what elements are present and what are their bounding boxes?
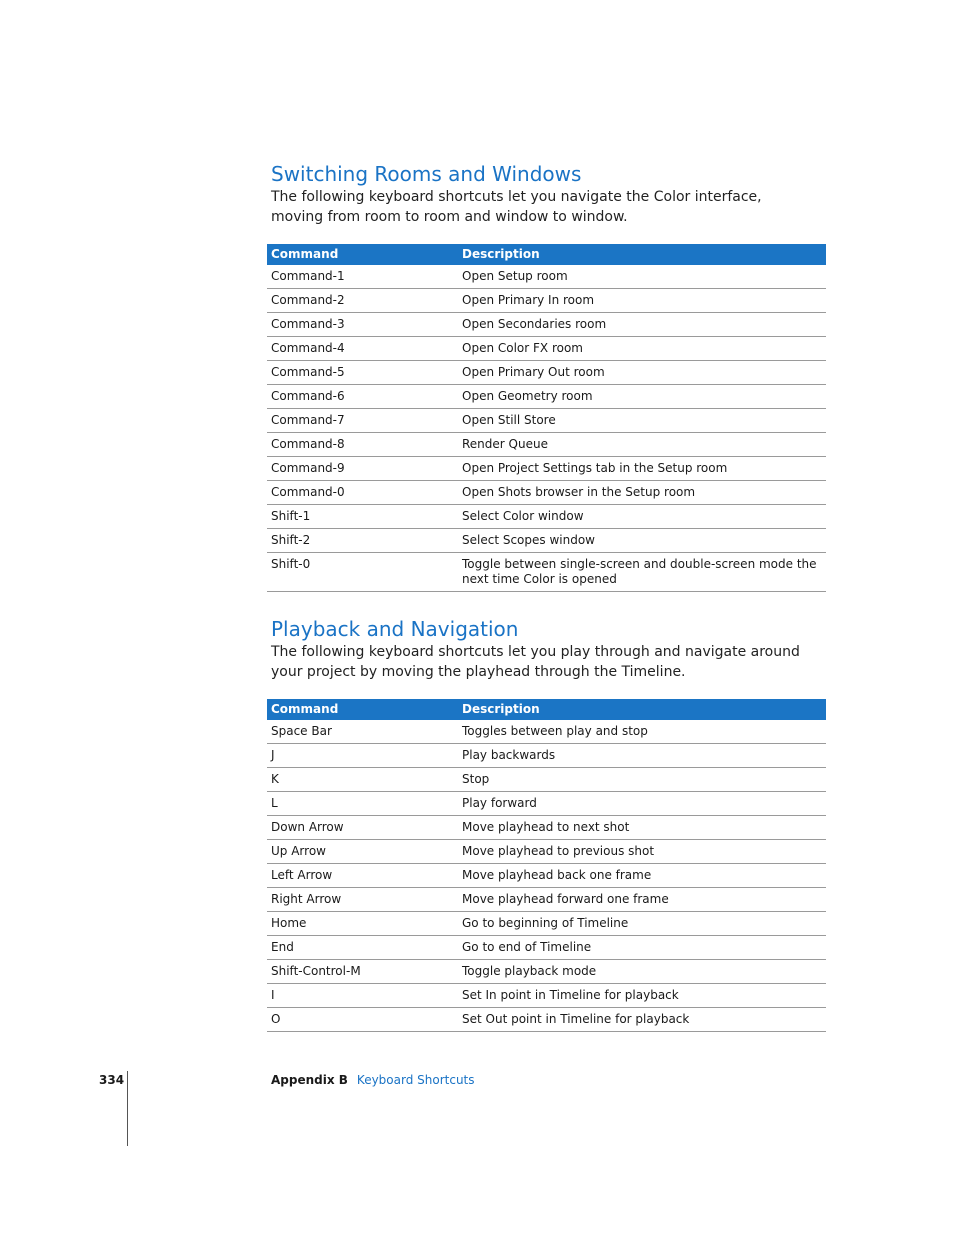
description-cell: Move playhead forward one frame bbox=[454, 888, 826, 912]
command-cell: Space Bar bbox=[267, 720, 454, 744]
description-cell: Toggle playback mode bbox=[454, 960, 826, 984]
table-row bbox=[267, 457, 826, 481]
command-cell: Up Arrow bbox=[267, 840, 454, 864]
table-row bbox=[267, 409, 826, 433]
description-cell: Move playhead to next shot bbox=[454, 816, 826, 840]
table-row bbox=[267, 744, 826, 768]
command-cell: Command-6 bbox=[267, 385, 454, 409]
command-cell: Home bbox=[267, 912, 454, 936]
command-cell: Right Arrow bbox=[267, 888, 454, 912]
description-cell: Play forward bbox=[454, 792, 826, 816]
description-cell: Open Secondaries room bbox=[454, 313, 826, 337]
command-cell: J bbox=[267, 744, 454, 768]
description-cell: Play backwards bbox=[454, 744, 826, 768]
description-cell: Open Color FX room bbox=[454, 337, 826, 361]
table-header-row bbox=[267, 244, 826, 265]
description-cell: Open Setup room bbox=[454, 265, 826, 289]
column-header-description: Description bbox=[454, 244, 826, 265]
description-cell: Select Scopes window bbox=[454, 529, 826, 553]
command-cell: O bbox=[267, 1008, 454, 1032]
table-row bbox=[267, 960, 826, 984]
table-row bbox=[267, 816, 826, 840]
shortcuts-table bbox=[267, 699, 826, 1032]
table-row bbox=[267, 840, 826, 864]
command-cell: Command-3 bbox=[267, 313, 454, 337]
command-cell: K bbox=[267, 768, 454, 792]
description-cell: Go to end of Timeline bbox=[454, 936, 826, 960]
table-header-row bbox=[267, 699, 826, 720]
description-cell: Set Out point in Timeline for playback bbox=[454, 1008, 826, 1032]
description-cell: Set In point in Timeline for playback bbox=[454, 984, 826, 1008]
footer-appendix: Appendix B bbox=[271, 1073, 348, 1087]
description-cell: Open Shots browser in the Setup room bbox=[454, 481, 826, 505]
table-row bbox=[267, 864, 826, 888]
description-cell: Stop bbox=[454, 768, 826, 792]
command-cell: Command-9 bbox=[267, 457, 454, 481]
table-row bbox=[267, 385, 826, 409]
table-row bbox=[267, 984, 826, 1008]
command-cell: Command-8 bbox=[267, 433, 454, 457]
table-row bbox=[267, 792, 826, 816]
description-cell: Open Geometry room bbox=[454, 385, 826, 409]
description-cell: Open Primary Out room bbox=[454, 361, 826, 385]
command-cell: Command-4 bbox=[267, 337, 454, 361]
table-row bbox=[267, 888, 826, 912]
section-playback-navigation bbox=[267, 617, 826, 1032]
table-row bbox=[267, 1008, 826, 1032]
section-title: Switching Rooms and Windows bbox=[271, 162, 582, 186]
command-cell: Command-5 bbox=[267, 361, 454, 385]
section-switching-rooms bbox=[267, 162, 826, 592]
description-cell: Toggle between single-screen and double-screen mode the next time Color is opened bbox=[454, 553, 826, 592]
table-row bbox=[267, 433, 826, 457]
table-row bbox=[267, 265, 826, 289]
column-header-command: Command bbox=[267, 699, 454, 720]
table-row bbox=[267, 553, 826, 592]
description-cell: Open Primary In room bbox=[454, 289, 826, 313]
section-intro: The following keyboard shortcuts let you navigate the Color interface, moving from room to room and window to window. bbox=[271, 189, 762, 225]
footer-label bbox=[271, 1073, 475, 1087]
command-cell: Down Arrow bbox=[267, 816, 454, 840]
table-row bbox=[267, 505, 826, 529]
description-cell: Select Color window bbox=[454, 505, 826, 529]
command-cell: I bbox=[267, 984, 454, 1008]
table-row bbox=[267, 481, 826, 505]
table-row bbox=[267, 313, 826, 337]
section-title: Playback and Navigation bbox=[271, 617, 519, 641]
column-header-description: Description bbox=[454, 699, 826, 720]
command-cell: Command-1 bbox=[267, 265, 454, 289]
footer-divider bbox=[127, 1071, 128, 1146]
section-intro: The following keyboard shortcuts let you play through and navigate around your project by moving the playhead through the Timeline. bbox=[271, 644, 800, 680]
command-cell: Shift-Control-M bbox=[267, 960, 454, 984]
command-cell: Shift-0 bbox=[267, 553, 454, 592]
table-row bbox=[267, 529, 826, 553]
column-header-command: Command bbox=[267, 244, 454, 265]
description-cell: Render Queue bbox=[454, 433, 826, 457]
table-row bbox=[267, 768, 826, 792]
description-cell: Toggles between play and stop bbox=[454, 720, 826, 744]
description-cell: Move playhead back one frame bbox=[454, 864, 826, 888]
table-row bbox=[267, 361, 826, 385]
command-cell: Command-2 bbox=[267, 289, 454, 313]
description-cell: Open Project Settings tab in the Setup room bbox=[454, 457, 826, 481]
command-cell: Left Arrow bbox=[267, 864, 454, 888]
description-cell: Move playhead to previous shot bbox=[454, 840, 826, 864]
table-row bbox=[267, 912, 826, 936]
command-cell: Shift-2 bbox=[267, 529, 454, 553]
table-row bbox=[267, 337, 826, 361]
description-cell: Open Still Store bbox=[454, 409, 826, 433]
command-cell: Shift-1 bbox=[267, 505, 454, 529]
command-cell: Command-0 bbox=[267, 481, 454, 505]
page-number: 334 bbox=[99, 1073, 125, 1087]
command-cell: Command-7 bbox=[267, 409, 454, 433]
table-row bbox=[267, 289, 826, 313]
description-cell: Go to beginning of Timeline bbox=[454, 912, 826, 936]
command-cell: L bbox=[267, 792, 454, 816]
shortcuts-table bbox=[267, 244, 826, 592]
command-cell: End bbox=[267, 936, 454, 960]
table-row bbox=[267, 936, 826, 960]
table-row bbox=[267, 720, 826, 744]
footer-topic-link[interactable]: Keyboard Shortcuts bbox=[356, 1073, 475, 1087]
